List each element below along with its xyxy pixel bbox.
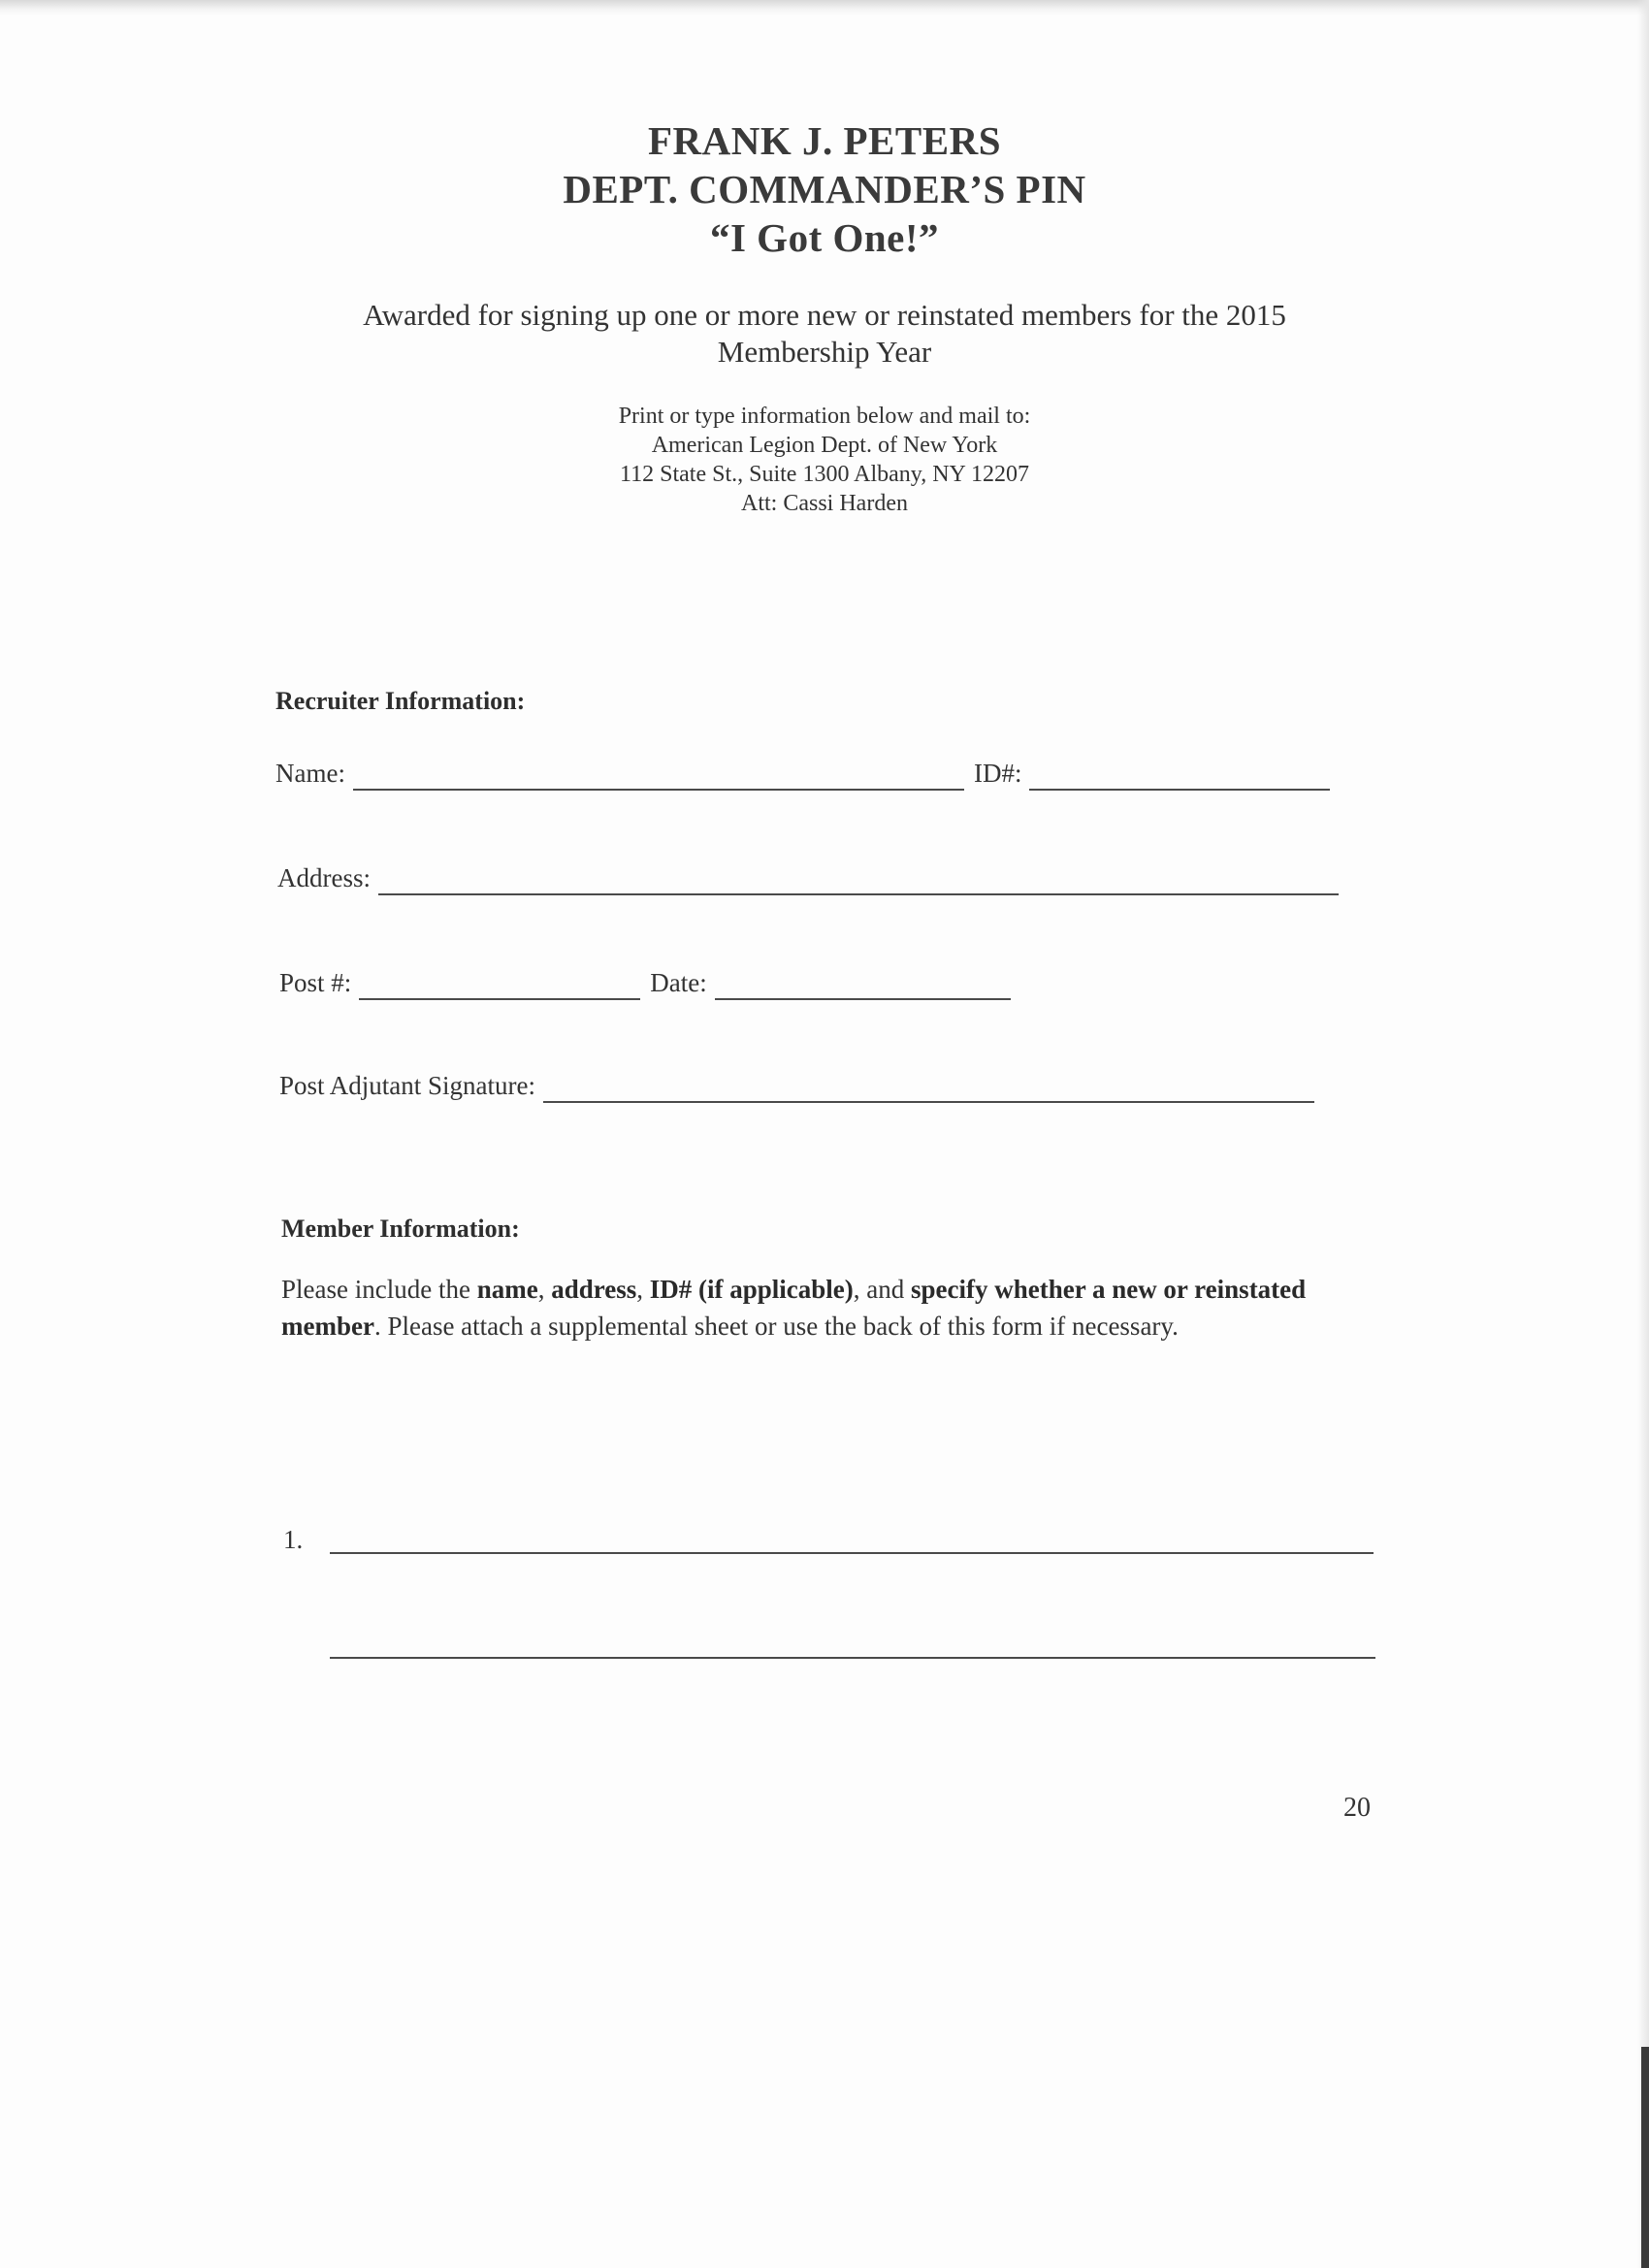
title-slogan: “I Got One!” [709, 215, 940, 260]
signature-label: Post Adjutant Signature: [279, 1071, 536, 1100]
instr-bold-name: name [476, 1275, 538, 1304]
form-header [0, 116, 1649, 518]
instr-text-3: , [636, 1275, 650, 1304]
instr-text-2: , [537, 1275, 552, 1304]
post-label: Post #: [279, 968, 352, 997]
name-label: Name: [275, 759, 345, 788]
instr-text-4: , and [853, 1275, 911, 1304]
signature-row [279, 1071, 1366, 1103]
instr-bold-address: address [551, 1275, 637, 1304]
page-number: 20 [1343, 1793, 1371, 1823]
instr-text-1: Please include the [281, 1275, 477, 1304]
name-id-row [275, 759, 1362, 791]
award-description [0, 297, 1649, 371]
member-instructions [281, 1271, 1358, 1345]
id-field[interactable] [1029, 761, 1330, 791]
post-field[interactable] [359, 971, 640, 1000]
mailing-line1: Print or type information below and mail to: [618, 404, 1031, 429]
mailing-line4: Att: Cassi Harden [741, 491, 908, 516]
date-field[interactable] [715, 971, 1011, 1000]
id-label: ID#: [973, 759, 1022, 788]
member-heading: Member Information: [281, 1215, 520, 1243]
recruiter-heading: Recruiter Information: [275, 687, 526, 715]
post-date-row [279, 968, 1366, 1000]
title-pin: DEPT. COMMANDER’S PIN [563, 167, 1086, 211]
mailing-line3: 112 State St., Suite 1300 Albany, NY 12207 [620, 462, 1029, 487]
scan-top-edge [0, 0, 1649, 16]
date-label: Date: [650, 968, 707, 997]
signature-field[interactable] [543, 1074, 1314, 1103]
mailing-instructions [0, 402, 1649, 518]
member-entry-line-1[interactable] [330, 1552, 1374, 1554]
award-description-line1: Awarded for signing up one or more new or reinstated members for the 2015 [363, 298, 1286, 332]
scan-binding-mark [1641, 2047, 1649, 2268]
address-label: Address: [277, 863, 371, 892]
instr-bold-id: ID# (if applicable) [649, 1275, 854, 1304]
name-field[interactable] [353, 761, 964, 791]
address-field[interactable] [378, 866, 1339, 895]
title-name: FRANK J. PETERS [647, 118, 1001, 163]
member-entry-number: 1. [283, 1525, 304, 1554]
instr-text-5: . Please attach a supplemental sheet or use the back of this form if necessary. [373, 1312, 1179, 1341]
address-row [277, 863, 1364, 895]
member-entry-line-2[interactable] [330, 1657, 1375, 1659]
mailing-line2: American Legion Dept. of New York [651, 433, 998, 458]
award-description-line2: Membership Year [717, 335, 932, 369]
instr-bold-specify: specify whether a new or reinstated member [281, 1275, 1307, 1341]
